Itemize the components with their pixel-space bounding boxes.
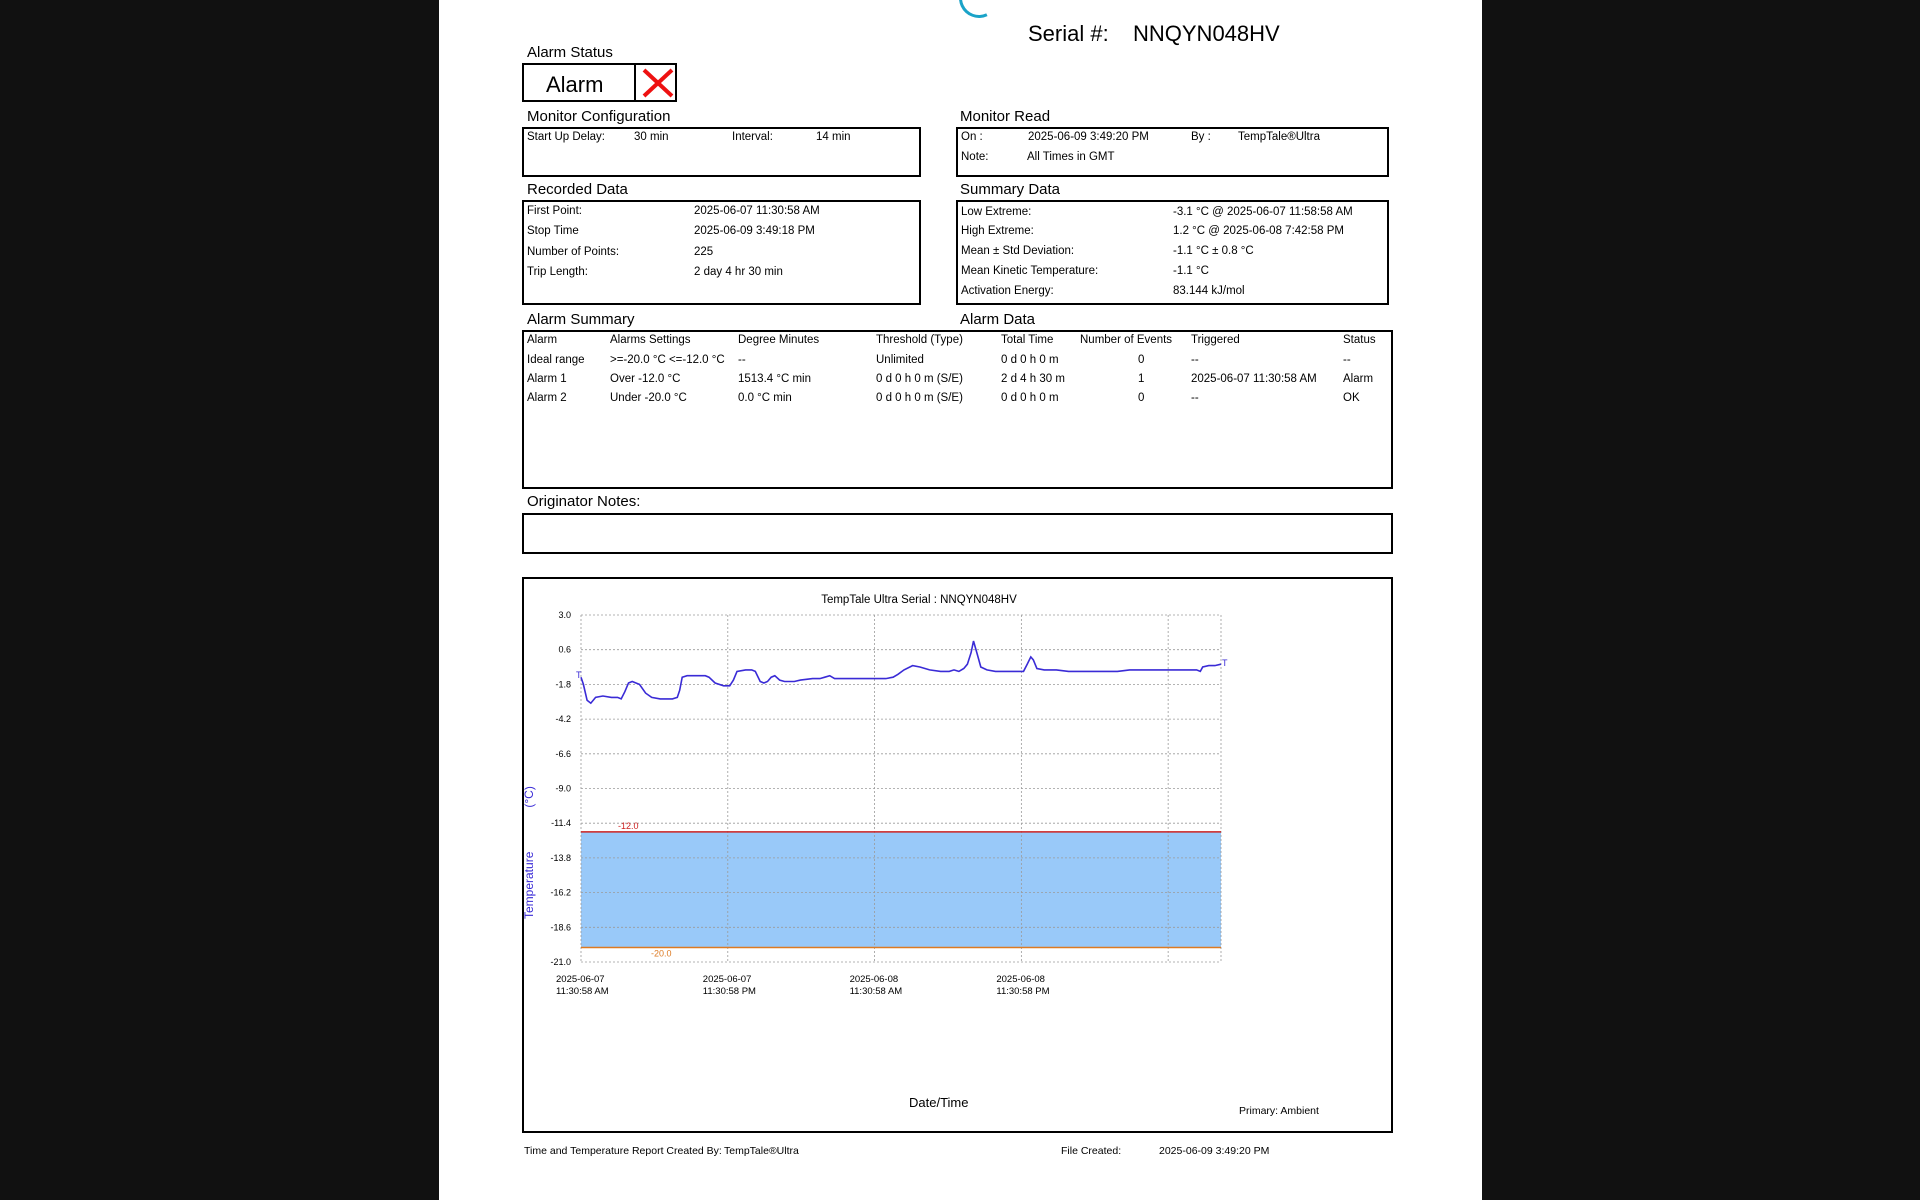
- footer-created-by-label: Time and Temperature Report Created By:: [524, 1145, 722, 1157]
- table-cell: --: [1191, 392, 1199, 404]
- x-tick-date: 2025-06-07: [702, 974, 752, 985]
- interval-value: 14 min: [816, 131, 851, 143]
- table-cell: OK: [1343, 392, 1360, 404]
- alarm-status-title: Alarm Status: [527, 44, 613, 61]
- col-header: Triggered: [1191, 334, 1240, 346]
- monitor-configuration-box: [522, 127, 921, 177]
- summary-value: 1.2 °C @ 2025-06-08 7:42:58 PM: [1173, 225, 1344, 237]
- read-on-value: 2025-06-09 3:49:20 PM: [1028, 131, 1149, 143]
- recorded-value: 2 day 4 hr 30 min: [694, 266, 783, 278]
- table-cell: Under -20.0 °C: [610, 392, 687, 404]
- col-header: Number of Events: [1080, 334, 1173, 346]
- table-cell: 0: [1138, 392, 1145, 404]
- table-cell: 0.0 °C min: [738, 392, 792, 404]
- y-tick-label: 0.6: [558, 644, 571, 655]
- read-on-label: On :: [961, 131, 983, 143]
- table-cell: Alarm 2: [527, 392, 567, 404]
- x-tick-date: 2025-06-07: [556, 974, 605, 985]
- y-tick-label: -18.6: [550, 922, 571, 933]
- read-note-value: All Times in GMT: [1027, 151, 1115, 163]
- ideal-range-band: [581, 832, 1221, 948]
- chart-frame: [522, 577, 1393, 1133]
- col-header: Threshold (Type): [876, 334, 963, 346]
- table-cell: Unlimited: [876, 354, 924, 366]
- monitor-read-box: [956, 127, 1389, 177]
- logo-arc-icon: [953, 0, 1004, 24]
- y-tick-label: -1.8: [555, 679, 571, 690]
- recorded-label: First Point:: [527, 205, 582, 217]
- serial-label: Serial #:: [1028, 21, 1109, 46]
- table-cell: 0: [1138, 354, 1145, 366]
- y-tick-label: -4.2: [555, 714, 571, 725]
- col-header: Alarm: [527, 334, 558, 346]
- temperature-chart: [524, 579, 1391, 1131]
- x-tick-time: 11:30:58 AM: [849, 986, 903, 997]
- report-page: [439, 0, 1482, 1200]
- table-cell: 0 d 0 h 0 m (S/E): [876, 373, 963, 385]
- y-tick-label: -6.6: [555, 748, 571, 759]
- y-tick-label: -13.8: [550, 852, 571, 863]
- serial-value: NNQYN048HV: [1133, 21, 1280, 46]
- summary-value: -1.1 °C: [1173, 265, 1209, 277]
- summary-label: Mean Kinetic Temperature:: [961, 265, 1099, 277]
- read-note-label: Note:: [961, 151, 989, 163]
- alarm-data-title: Alarm Data: [960, 311, 1036, 328]
- table-cell: Ideal range: [527, 354, 585, 366]
- chart-title: TempTale Ultra Serial : NNQYN048HV: [821, 594, 1017, 606]
- x-tick-time: 11:30:58 PM: [996, 986, 1050, 997]
- col-header: Degree Minutes: [738, 334, 820, 346]
- y-tick-label: -9.0: [555, 783, 571, 794]
- table-cell: >=-20.0 °C <=-12.0 °C: [610, 354, 725, 366]
- alarm-status-label: Alarm: [546, 72, 604, 97]
- recorded-data-title: Recorded Data: [527, 181, 628, 198]
- y-tick-label: -21.0: [550, 957, 571, 967]
- end-marker-label: T: [1222, 658, 1228, 669]
- start-marker-label: T: [576, 670, 582, 681]
- recorded-value: 225: [694, 246, 714, 258]
- interval-label: Interval:: [732, 131, 773, 143]
- y-axis-label: Temperature(°C): [522, 786, 536, 919]
- col-header: Alarms Settings: [610, 334, 691, 346]
- table-cell: Alarm: [1343, 373, 1374, 385]
- y-tick-label: -16.2: [550, 887, 571, 898]
- col-header: Total Time: [1001, 334, 1054, 346]
- monitor-configuration-title: Monitor Configuration: [527, 108, 671, 125]
- footer-file-created-value: 2025-06-09 3:49:20 PM: [1159, 1145, 1270, 1157]
- recorded-value: 2025-06-09 3:49:18 PM: [694, 225, 815, 237]
- summary-label: Mean ± Std Deviation:: [961, 245, 1075, 257]
- col-header: Status: [1343, 334, 1376, 346]
- summary-value: -1.1 °C ± 0.8 °C: [1173, 245, 1254, 257]
- read-by-value: TempTale®Ultra: [1238, 131, 1320, 143]
- alarm-status-box: [522, 63, 677, 102]
- x-tick-date: 2025-06-08: [849, 974, 899, 985]
- summary-data-box: [956, 200, 1389, 305]
- x-tick-date: 2025-06-08: [996, 974, 1045, 985]
- originator-notes-box[interactable]: [522, 513, 1393, 554]
- startup-delay-value: 30 min: [634, 131, 669, 143]
- recorded-label: Stop Time: [527, 225, 579, 237]
- summary-label: Low Extreme:: [961, 206, 1032, 218]
- threshold-high-label: -12.0: [618, 820, 639, 831]
- x-tick-time: 11:30:58 PM: [702, 986, 756, 997]
- series-line-ambient: [581, 641, 1221, 703]
- x-tick-time: 11:30:58 AM: [556, 986, 609, 997]
- x-axis-label: Date/Time: [909, 1095, 969, 1110]
- table-cell: 0 d 0 h 0 m (S/E): [876, 392, 963, 404]
- recorded-label: Number of Points:: [527, 246, 620, 258]
- monitor-read-title: Monitor Read: [960, 108, 1051, 125]
- alarm-summary-title: Alarm Summary: [527, 311, 635, 328]
- threshold-low-label: -20.0: [651, 948, 672, 959]
- footer-file-created-label: File Created:: [1061, 1145, 1122, 1157]
- summary-value: 83.144 kJ/mol: [1173, 285, 1245, 297]
- summary-data-title: Summary Data: [960, 181, 1061, 198]
- table-cell: --: [1191, 354, 1199, 366]
- table-cell: Over -12.0 °C: [610, 373, 681, 385]
- footer-created-by-value: TempTale®Ultra: [724, 1145, 799, 1157]
- table-cell: 2 d 4 h 30 m: [1001, 373, 1065, 385]
- alarm-status-divider: [634, 63, 636, 102]
- table-cell: --: [1343, 354, 1351, 366]
- table-cell: 0 d 0 h 0 m: [1001, 392, 1059, 404]
- y-tick-label: -11.4: [551, 818, 571, 829]
- originator-notes-title: Originator Notes:: [527, 493, 641, 510]
- recorded-label: Trip Length:: [527, 266, 588, 278]
- summary-label: Activation Energy:: [961, 285, 1054, 297]
- table-cell: Alarm 1: [527, 373, 567, 385]
- alarm-summary-box: [522, 330, 1393, 489]
- primary-label: Primary: Ambient: [1239, 1105, 1319, 1117]
- table-cell: 1513.4 °C min: [738, 373, 811, 385]
- table-cell: 2025-06-07 11:30:58 AM: [1191, 373, 1317, 385]
- y-tick-label: 3.0: [558, 610, 571, 620]
- recorded-data-box: [522, 200, 921, 305]
- red-x-icon: [640, 68, 674, 98]
- recorded-value: 2025-06-07 11:30:58 AM: [694, 205, 820, 217]
- table-cell: 0 d 0 h 0 m: [1001, 354, 1059, 366]
- startup-delay-label: Start Up Delay:: [527, 131, 605, 143]
- summary-label: High Extreme:: [961, 225, 1034, 237]
- summary-value: -3.1 °C @ 2025-06-07 11:58:58 AM: [1173, 206, 1353, 218]
- table-cell: 1: [1138, 373, 1145, 385]
- table-cell: --: [738, 354, 746, 366]
- read-by-label: By :: [1191, 131, 1211, 143]
